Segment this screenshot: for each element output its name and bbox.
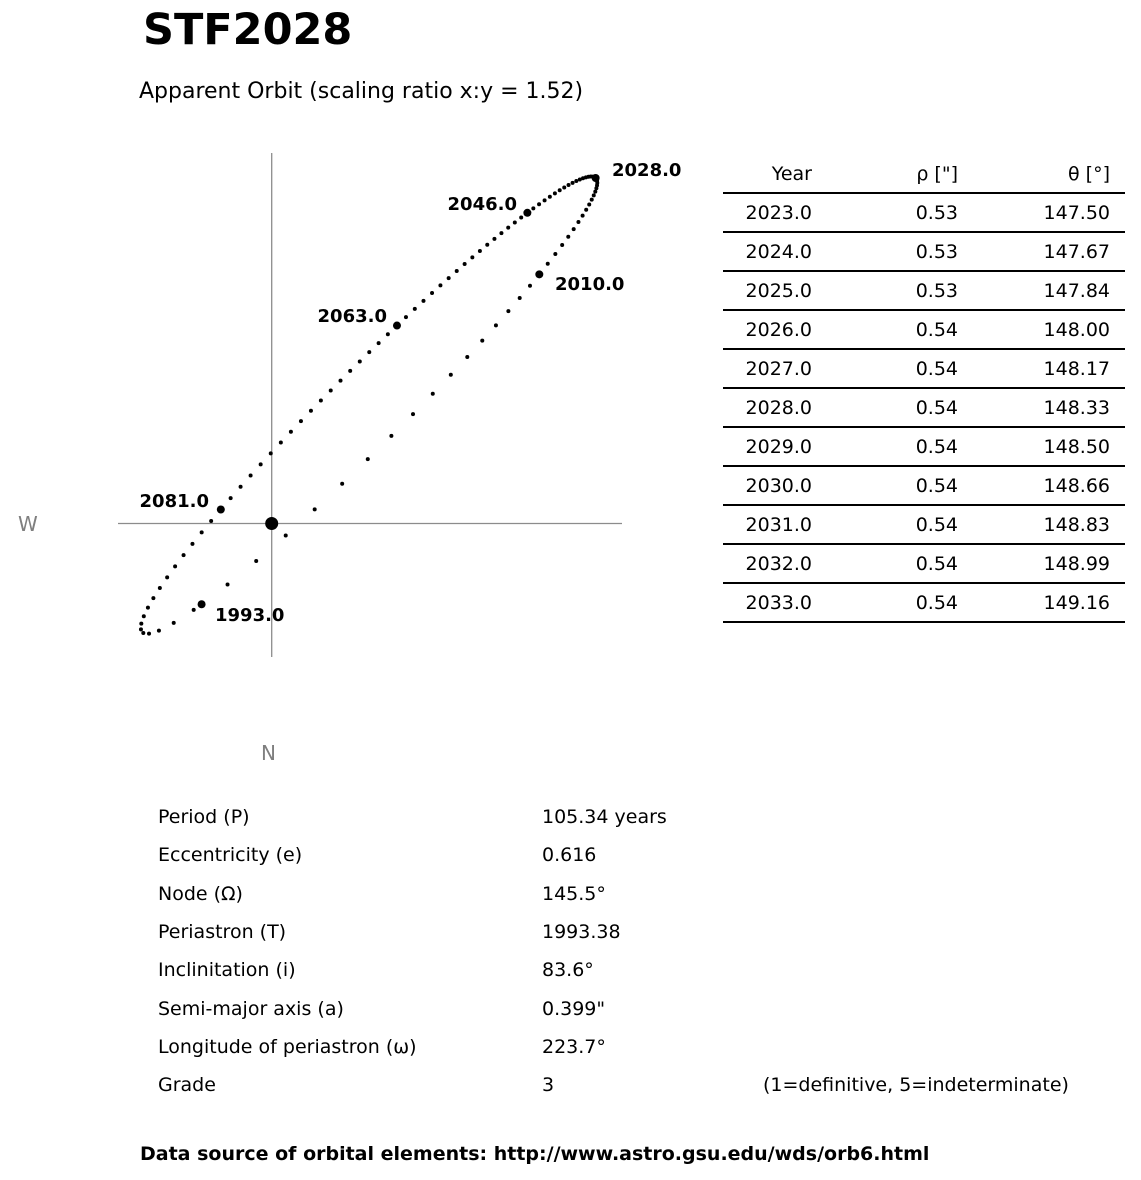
cell-rho: 0.53 <box>812 232 958 271</box>
cell-rho: 0.54 <box>812 544 958 583</box>
element-label: Longitude of periastron (ω) <box>158 1036 417 1059</box>
epoch-label: 2010.0 <box>555 274 625 295</box>
orbit-dot <box>386 332 390 336</box>
epoch-label: 2081.0 <box>139 491 209 512</box>
element-value: 223.7° <box>542 1036 606 1059</box>
orbit-dot <box>339 379 343 383</box>
col-header-theta: θ [°] <box>958 156 1125 193</box>
cell-year: 2030.0 <box>723 466 812 505</box>
cell-rho: 0.54 <box>812 427 958 466</box>
cell-theta: 149.16 <box>958 583 1125 622</box>
element-value: 0.616 <box>542 844 597 867</box>
orbit-dot <box>139 622 143 626</box>
orbit-dot <box>289 430 293 434</box>
orbit-dot <box>249 473 253 477</box>
orbit-dot <box>366 457 370 461</box>
orbit-dot <box>239 485 243 489</box>
element-label: Periastron (T) <box>158 921 287 944</box>
orbit-dot <box>358 359 362 363</box>
table-row <box>723 544 1125 583</box>
orbit-dot <box>147 632 151 636</box>
epoch-dot <box>198 600 206 608</box>
orbit-dot <box>553 252 557 256</box>
cell-theta: 148.00 <box>958 310 1125 349</box>
orbit-dot <box>229 496 233 500</box>
orbit-dot <box>558 188 562 192</box>
cell-rho: 0.54 <box>812 349 958 388</box>
element-value: 3 <box>542 1074 555 1097</box>
cell-rho: 0.54 <box>812 466 958 505</box>
orbit-dot <box>447 276 451 280</box>
epoch-dot <box>393 322 401 330</box>
orbit-dot <box>581 214 585 218</box>
orbit-dot <box>587 202 591 206</box>
primary-star-dot <box>265 517 278 530</box>
epoch-dot <box>217 505 225 513</box>
element-label: Node (Ω) <box>158 882 243 905</box>
col-header-year: Year <box>723 156 812 193</box>
west-label: W <box>18 512 38 536</box>
orbit-dot <box>567 183 571 187</box>
cell-theta: 148.66 <box>958 466 1125 505</box>
orbit-dot <box>226 583 230 587</box>
orbit-dot <box>421 299 425 303</box>
orbit-dot <box>157 629 161 633</box>
orbit-dot <box>572 227 576 231</box>
orbit-dot <box>548 195 552 199</box>
cell-theta: 148.99 <box>958 544 1125 583</box>
orbit-dot <box>431 392 435 396</box>
cell-rho: 0.53 <box>812 271 958 310</box>
cell-year: 2027.0 <box>723 349 812 388</box>
orbit-dot <box>158 586 162 590</box>
orbit-dot <box>299 419 303 423</box>
cell-year: 2028.0 <box>723 388 812 427</box>
table-row <box>723 505 1125 544</box>
orbit-dot <box>584 208 588 212</box>
orbit-dot <box>165 575 169 579</box>
cell-year: 2026.0 <box>723 310 812 349</box>
cell-theta: 147.50 <box>958 193 1125 232</box>
orbit-dot <box>478 249 482 253</box>
element-row-longitude-of-periastron <box>158 1030 1118 1068</box>
orbit-dot <box>513 220 517 224</box>
element-row-semi-major-axis <box>158 992 1118 1030</box>
orbit-dot <box>470 255 474 259</box>
orbit-dot <box>485 243 489 247</box>
cell-year: 2031.0 <box>723 505 812 544</box>
cell-year: 2033.0 <box>723 583 812 622</box>
orbit-dot <box>480 339 484 343</box>
orbit-dot <box>404 315 408 319</box>
epoch-label: 2063.0 <box>317 306 387 327</box>
orbit-dot <box>543 198 547 202</box>
orbit-dot <box>494 323 498 327</box>
orbit-dot <box>528 284 532 288</box>
data-source-footer: Data source of orbital elements: http://www.astro.gsu.edu/wds/orb6.html <box>140 1143 930 1165</box>
epoch-dot <box>523 209 531 217</box>
col-header-rho: ρ ["] <box>812 156 958 193</box>
orbit-dot <box>319 399 323 403</box>
cell-theta: 148.83 <box>958 505 1125 544</box>
orbit-dot <box>537 202 541 206</box>
ephemeris-table <box>723 156 1125 623</box>
table-row <box>723 583 1125 622</box>
epoch-dot <box>592 174 600 182</box>
element-label: Semi-major axis (a) <box>158 997 344 1020</box>
orbit-dot <box>576 220 580 224</box>
orbit-dot <box>200 530 204 534</box>
orbit-dot <box>367 350 371 354</box>
epoch-label: 2028.0 <box>612 160 682 181</box>
orbit-dot <box>430 291 434 295</box>
orbit-dot <box>313 507 317 511</box>
epoch-dot <box>535 270 543 278</box>
orbit-dot <box>309 409 313 413</box>
cell-year: 2025.0 <box>723 271 812 310</box>
orbit-dot <box>546 262 550 266</box>
orbit-dot <box>269 451 273 455</box>
orbit-dot <box>377 341 381 345</box>
orbit-dot <box>592 193 596 197</box>
cell-theta: 147.84 <box>958 271 1125 310</box>
orbit-dot <box>254 559 258 563</box>
table-header-row <box>723 156 1125 193</box>
orbit-dot <box>492 237 496 241</box>
cell-rho: 0.53 <box>812 193 958 232</box>
grade-note: (1=definitive, 5=indeterminate) <box>763 1074 1069 1097</box>
cell-rho: 0.54 <box>812 310 958 349</box>
table-row <box>723 310 1125 349</box>
element-row-node <box>158 877 1118 915</box>
orbit-dot <box>566 235 570 239</box>
element-row-inclination <box>158 953 1118 991</box>
cell-year: 2032.0 <box>723 544 812 583</box>
orbit-dot <box>173 564 177 568</box>
cell-theta: 147.67 <box>958 232 1125 271</box>
element-label: Grade <box>158 1074 216 1097</box>
table-row <box>723 349 1125 388</box>
orbit-dot <box>389 434 393 438</box>
element-label: Eccentricity (e) <box>158 844 303 867</box>
element-label: Inclinitation (i) <box>158 959 296 982</box>
orbit-dot <box>182 553 186 557</box>
page-title: STF2028 <box>143 5 353 55</box>
table-row <box>723 193 1125 232</box>
table-row <box>723 271 1125 310</box>
cell-theta: 148.50 <box>958 427 1125 466</box>
orbit-dot <box>519 216 523 220</box>
cell-rho: 0.54 <box>812 583 958 622</box>
page-subtitle: Apparent Orbit (scaling ratio x:y = 1.52) <box>139 79 584 104</box>
north-label: N <box>261 741 276 765</box>
table-row <box>723 466 1125 505</box>
orbit-dot <box>142 614 146 618</box>
element-value: 1993.38 <box>542 921 621 944</box>
element-value: 0.399" <box>542 997 606 1020</box>
cell-theta: 148.33 <box>958 388 1125 427</box>
orbit-dot <box>340 482 344 486</box>
orbit-dot <box>209 519 213 523</box>
element-row-eccentricity <box>158 838 1118 876</box>
orbital-elements-list <box>158 800 1118 1107</box>
orbit-dot <box>562 186 566 190</box>
table-row <box>723 232 1125 271</box>
element-value: 105.34 years <box>542 806 667 828</box>
table-row <box>723 388 1125 427</box>
orbit-dot <box>506 309 510 313</box>
orbit-dot <box>590 198 594 202</box>
cell-year: 2024.0 <box>723 232 812 271</box>
orbit-dot <box>151 596 155 600</box>
cell-rho: 0.54 <box>812 505 958 544</box>
orbit-dot <box>465 355 469 359</box>
orbit-dot <box>518 296 522 300</box>
orbit-dot <box>413 307 417 311</box>
cell-year: 2029.0 <box>723 427 812 466</box>
orbit-dot <box>329 388 333 392</box>
element-label: Period (P) <box>158 806 250 828</box>
cell-rho: 0.54 <box>812 388 958 427</box>
orbit-dot <box>449 373 453 377</box>
orbit-dot <box>284 534 288 538</box>
orbit-dot <box>571 181 575 185</box>
orbit-dot <box>411 412 415 416</box>
orbit-dot <box>172 621 176 625</box>
orbit-dot <box>141 631 145 635</box>
orbit-dot <box>560 243 564 247</box>
orbit-dot <box>574 179 578 183</box>
orbit-dot <box>146 606 150 610</box>
element-row-grade <box>158 1068 1118 1106</box>
orbit-dot <box>499 231 503 235</box>
element-row-period <box>158 800 1118 838</box>
cell-theta: 148.17 <box>958 349 1125 388</box>
orbit-dot <box>259 462 263 466</box>
orbit-dot <box>438 283 442 287</box>
element-value: 83.6° <box>542 959 594 982</box>
orbit-dot <box>463 262 467 266</box>
orbit-dot <box>578 177 582 181</box>
orbit-dot <box>348 369 352 373</box>
element-value: 145.5° <box>542 882 606 905</box>
orbit-dot <box>531 206 535 210</box>
epoch-label: 1993.0 <box>215 605 285 626</box>
element-row-periastron <box>158 915 1118 953</box>
table-row <box>723 427 1125 466</box>
epoch-label: 2046.0 <box>447 194 517 215</box>
orbit-dot <box>192 608 196 612</box>
orbit-dot <box>455 269 459 273</box>
orbit-dot <box>506 226 510 230</box>
orbit-dot <box>139 627 143 631</box>
cell-year: 2023.0 <box>723 193 812 232</box>
orbit-dot <box>190 542 194 546</box>
orbit-dot <box>553 191 557 195</box>
orbit-dot <box>279 440 283 444</box>
